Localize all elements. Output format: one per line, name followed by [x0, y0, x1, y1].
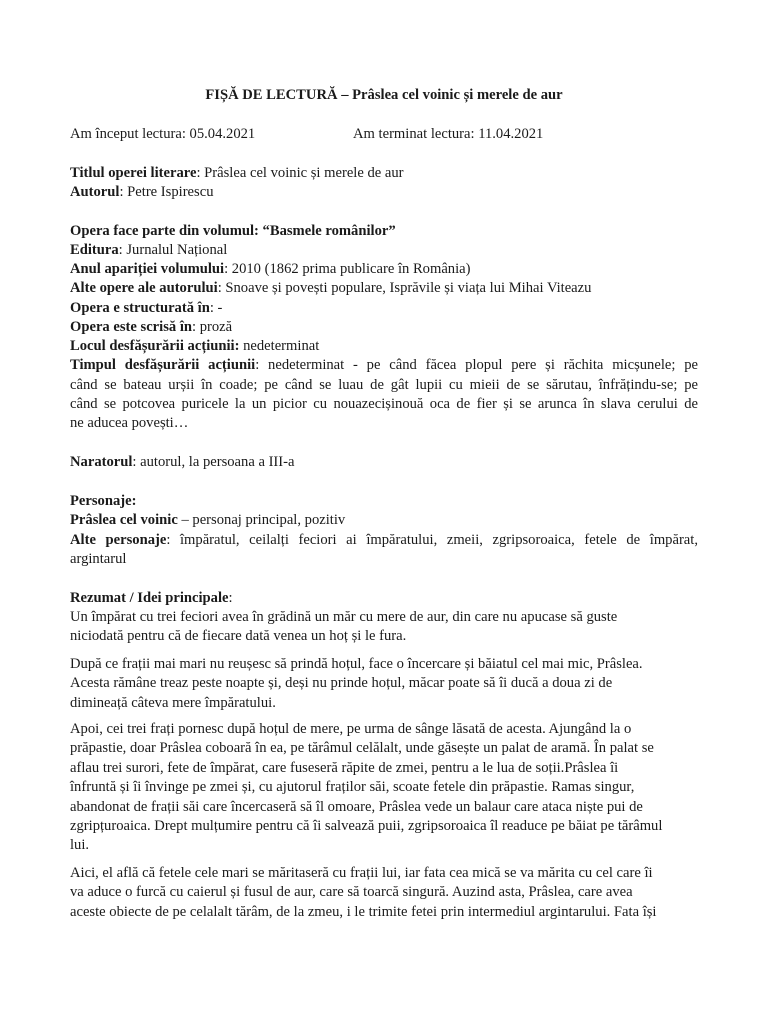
- summary-p3-line: prăpastie, doar Prâslea coboară în ea, pe tărâmul celălalt, unde găsește un palat de aramă. În palat se: [70, 740, 654, 757]
- summary-p4-line: va aduce o furcă cu caierul și fusul de aur, care să toarcă singură. Auzind asta, Prâslea, care avea: [70, 884, 633, 901]
- place-row: [70, 337, 319, 357]
- work-title-row: [70, 164, 404, 184]
- summary-p3-line: zgripțuroaica. Drept mulțumire pentru că îi salvează puii, zgripsoroaica îl readuce pe băiat pe tărâmul: [70, 818, 663, 835]
- time-label: Timpul desfășurării acțiunii: [70, 357, 256, 373]
- work-title-value: : Prâslea cel voinic și merele de aur: [196, 165, 404, 181]
- place-value: nedeterminat: [239, 338, 320, 354]
- publisher-row: [70, 241, 227, 261]
- summary-p3-line: înfruntă și îi învinge pe zmei și, cu ajutorul fraților săi, scoate fetele din prăpastie. Ramas singur,: [70, 779, 635, 796]
- main-character-row: [70, 511, 345, 531]
- author-row: [70, 183, 214, 203]
- summary-p4-line: Aici, el află că fetele cele mari se măritaseră cu frații lui, iar fata cea mică se va mărita cu cel care îi: [70, 865, 653, 881]
- characters-heading: Personaje:: [70, 493, 137, 509]
- time-value-line-4: ne aducea povești…: [70, 415, 189, 431]
- start-date-label: Am început lectura:: [70, 126, 186, 142]
- volume-label: Opera face parte din volumul: [70, 223, 255, 239]
- summary-p3-line: aflau trei surori, fete de împărat, care fuseseră răpite de zmei, pentru a le lua de soții.Prâslea îi: [70, 759, 619, 776]
- summary-p3-line: lui.: [70, 837, 90, 854]
- summary-heading: Rezumat / Idei principale: [70, 590, 229, 606]
- structure-row: [70, 299, 222, 319]
- summary-paragraph-1: [70, 608, 698, 647]
- start-date-value: 05.04.2021: [185, 126, 256, 142]
- publisher-value: : Jurnalul Național: [118, 242, 228, 258]
- work-title-label: Titlul operei literare: [70, 165, 197, 181]
- time-value-line-2: când se bateau urșii în coade; pe când se luau de gât lupii cu mieii de se sărutau, înfrățindu-se; pe: [70, 377, 698, 393]
- structure-label: Opera e structurată în: [70, 300, 210, 316]
- time-value-line-1: : nedeterminat - pe când făcea plopul pere și răchita micșunele; pe: [255, 357, 698, 373]
- author-label: Autorul: [70, 184, 120, 200]
- narrator-label: Naratorul: [70, 454, 133, 470]
- time-value-line-3: când se potcovea puricele la un picior cu nouazecișinouă oca de fier și se arunca în slava cerului de: [70, 396, 698, 412]
- year-label: Anul apariției volumului: [70, 261, 225, 277]
- other-characters-label: Alte personaje: [70, 532, 167, 548]
- other-characters-line-2: argintarul: [70, 551, 127, 567]
- author-value: : Petre Ispirescu: [119, 184, 214, 200]
- volume-row: [70, 222, 396, 242]
- other-works-value: : Snoave și povești populare, Isprăvile și viața lui Mihai Viteazu: [217, 280, 592, 296]
- main-character-label: Prâslea cel voinic: [70, 512, 178, 528]
- summary-paragraph-2: [70, 655, 698, 713]
- other-works-label: Alte opere ale autorului: [70, 280, 218, 296]
- main-character-value: – personaj principal, pozitiv: [177, 512, 346, 528]
- volume-value: : “Basmele românilor”: [254, 223, 396, 239]
- narrator-row: [70, 453, 295, 473]
- summary-p4-line: aceste obiecte de pe celalalt tărâm, de la zmeu, i le trimite fetei prin intermediul argintarului. Fata își: [70, 903, 657, 920]
- reading-dates: [70, 125, 255, 145]
- written-value: : proză: [192, 319, 233, 335]
- other-characters-value-line-1: : împăratul, ceilalți feciori ai împăratului, zmeii, zgripsoroaica, fetele de împărat,: [166, 532, 698, 548]
- publisher-label: Editura: [70, 242, 119, 258]
- written-row: [70, 318, 232, 338]
- summary-heading-row: [70, 589, 233, 609]
- written-label: Opera este scrisă în: [70, 319, 192, 335]
- narrator-value: : autorul, la persoana a III-a: [132, 454, 295, 470]
- time-row-line-1: [70, 356, 698, 376]
- summary-paragraph-3: [70, 720, 698, 856]
- summary-p1-line: niciodată pentru că de fiecare dată venea un hoț și le fura.: [70, 628, 407, 645]
- place-label: Locul desfășurării acțiunii:: [70, 338, 240, 354]
- end-date-label: Am terminat lectura:: [353, 126, 475, 142]
- summary-p3-line: abandonat de frații săi care încercaseră să îl omoare, Prâslea vede un balaur care ataca niște pui de: [70, 798, 643, 815]
- title-rest: – Prâslea cel voinic și merele de aur: [337, 87, 563, 103]
- title-prefix: FIȘĂ DE LECTURĂ: [205, 87, 338, 103]
- summary-p2-line: dimineață câteva mere împăratului.: [70, 694, 276, 711]
- page-title: [70, 86, 698, 106]
- summary-p2-line: După ce frații mai mari nu reușesc să prindă hoțul, face o încercare și băiatul cel mai mic, Prâslea.: [70, 656, 643, 672]
- year-row: [70, 260, 471, 280]
- summary-heading-suffix: :: [228, 590, 233, 606]
- structure-value: : -: [209, 300, 223, 316]
- other-works-row: [70, 279, 591, 299]
- year-value: : 2010 (1862 prima publicare în România): [224, 261, 471, 277]
- end-date-value: 11.04.2021: [474, 126, 544, 142]
- summary-p3-line: Apoi, cei trei frați pornesc după hoțul de mere, pe urma de sânge lăsată de acesta. Ajungând la o: [70, 721, 632, 737]
- reading-end-date: [353, 125, 543, 145]
- other-characters-line-1: [70, 531, 698, 551]
- summary-p2-line: Acesta rămâne treaz peste noapte și, deși nu prinde hoțul, măcar poate să îi ducă a doua zi de: [70, 675, 613, 692]
- summary-paragraph-4: [70, 864, 698, 922]
- summary-p1-line: Un împărat cu trei feciori avea în grădină un măr cu mere de aur, din care nu apucase să guste: [70, 609, 618, 625]
